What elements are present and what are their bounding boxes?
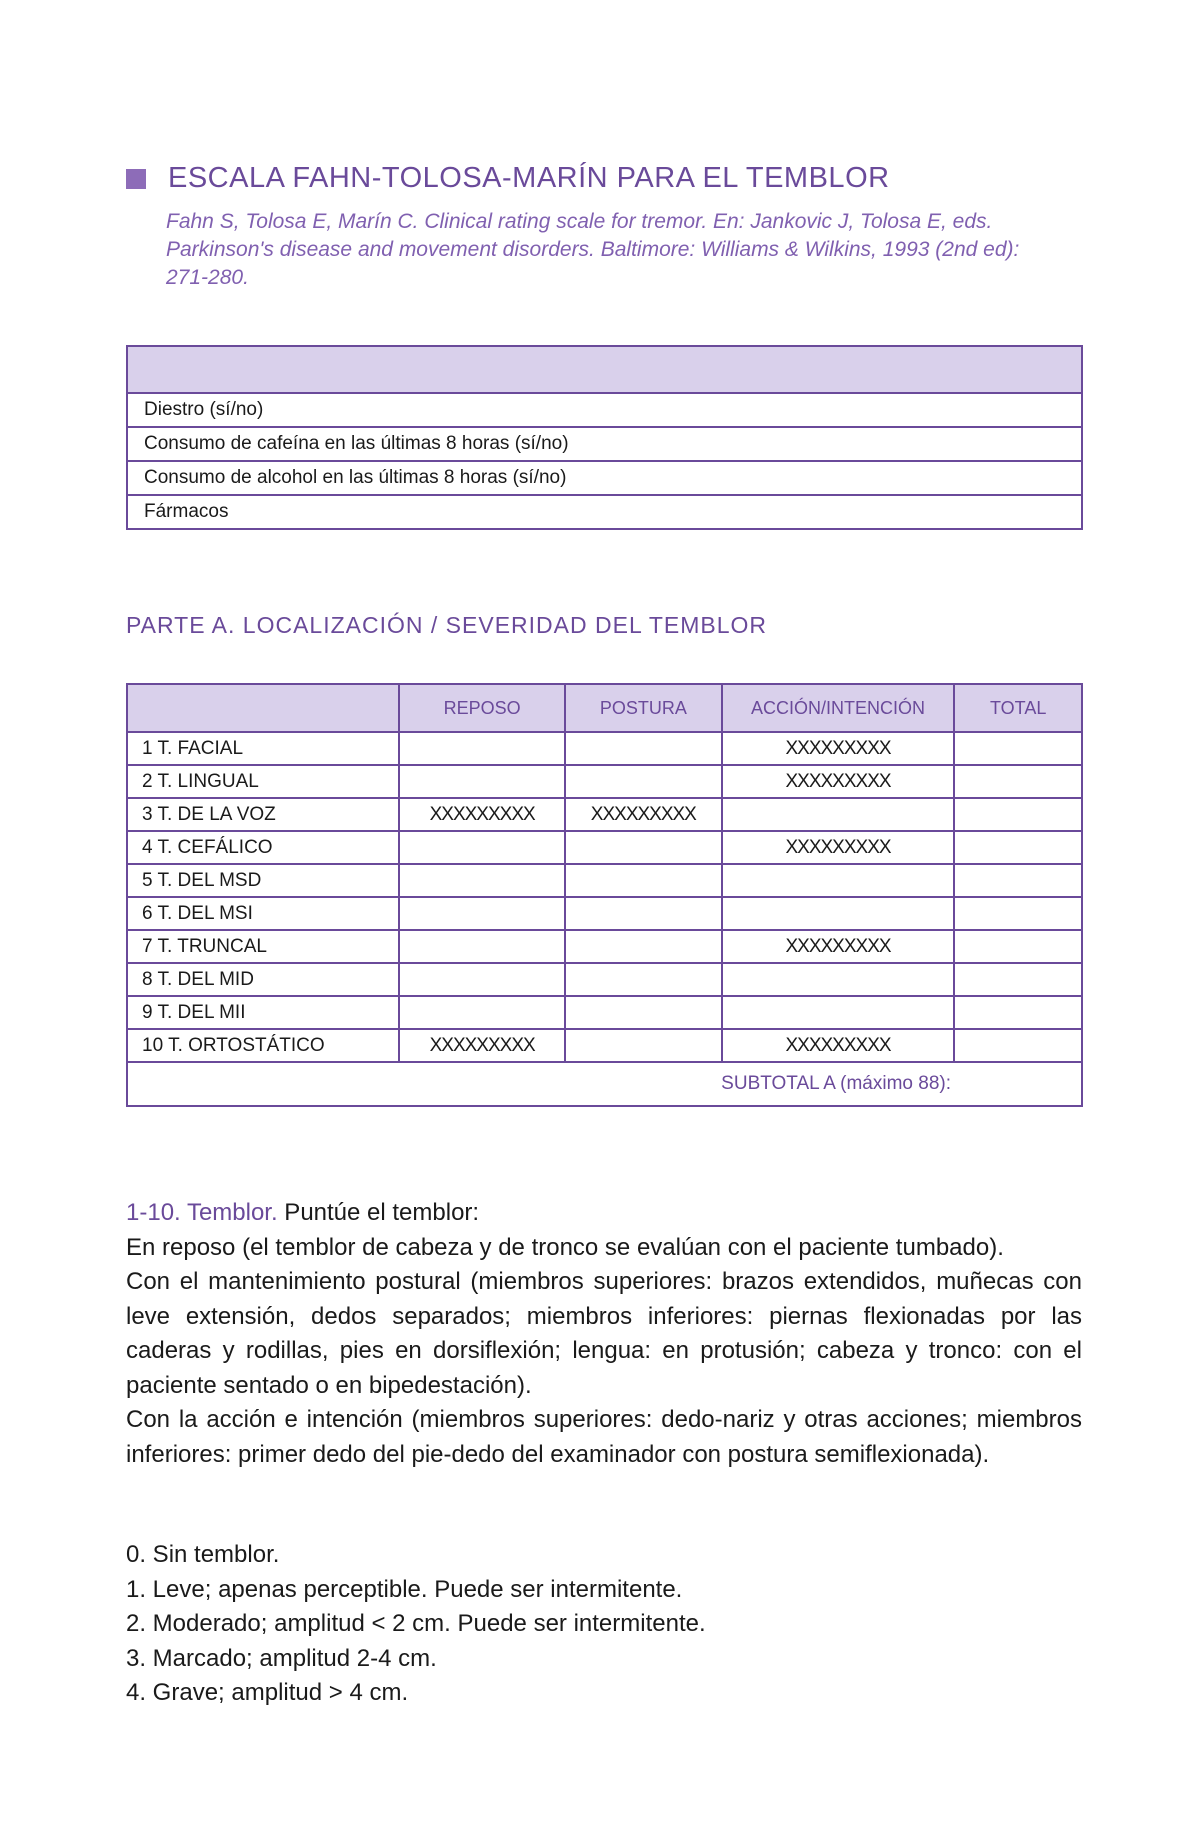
accion-cell: XXXXXXXXX xyxy=(722,732,955,765)
total-cell xyxy=(954,831,1082,864)
info-row-label: Fármacos xyxy=(127,495,1082,529)
postura-cell xyxy=(565,864,722,897)
table-row xyxy=(127,1029,1082,1062)
patient-info-table xyxy=(126,345,1083,530)
subtotal-row xyxy=(127,1062,1082,1106)
table-row xyxy=(127,963,1082,996)
total-cell xyxy=(954,897,1082,930)
total-cell xyxy=(954,1029,1082,1062)
lead-heading: 1-10. Temblor. xyxy=(126,1199,278,1226)
postura-cell xyxy=(565,930,722,963)
table-row xyxy=(127,897,1082,930)
table-row xyxy=(127,765,1082,798)
total-cell xyxy=(954,963,1082,996)
reposo-cell xyxy=(399,765,565,798)
reposo-cell xyxy=(399,864,565,897)
column-header xyxy=(127,684,399,732)
total-cell xyxy=(954,798,1082,831)
table-row xyxy=(127,798,1082,831)
accion-cell: XXXXXXXXX xyxy=(722,831,955,864)
accion-cell xyxy=(722,897,955,930)
total-cell xyxy=(954,732,1082,765)
table-row xyxy=(127,864,1082,897)
info-table-header xyxy=(127,346,1082,393)
page-title: ESCALA FAHN-TOLOSA-MARÍN PARA EL TEMBLOR xyxy=(168,162,890,194)
reposo-cell xyxy=(399,831,565,864)
accion-cell xyxy=(722,864,955,897)
accion-cell xyxy=(722,963,955,996)
reposo-cell: XXXXXXXXX xyxy=(399,798,565,831)
row-label: 3 T. DE LA VOZ xyxy=(127,798,399,831)
info-row xyxy=(127,427,1082,461)
column-header-total: TOTAL xyxy=(954,684,1082,732)
reposo-cell xyxy=(399,996,565,1029)
paragraph-postura: Con el mantenimiento postural (miembros superiores: brazos extendidos, muñecas con leve extensión, dedos separados; miembros inferiores: piernas flexionadas por las caderas y rodillas, pies en dorsiflexión; lengua: en protusión; cabeza y tronco: con el paciente sentado o en bipedestación). xyxy=(126,1268,1082,1399)
reposo-cell: XXXXXXXXX xyxy=(399,1029,565,1062)
list-item: 3. Marcado; amplitud 2-4 cm. xyxy=(126,1644,437,1672)
accion-cell xyxy=(722,798,955,831)
info-row-label: Consumo de cafeína en las últimas 8 horas (sí/no) xyxy=(127,427,1082,461)
total-cell xyxy=(954,864,1082,897)
list-item: 4. Grave; amplitud > 4 cm. xyxy=(126,1679,409,1706)
total-cell xyxy=(954,765,1082,798)
title-row xyxy=(126,162,890,195)
info-row xyxy=(127,461,1082,495)
subtotal-label: SUBTOTAL A (máximo 88): xyxy=(127,1062,1082,1106)
postura-cell xyxy=(565,831,722,864)
severity-scale-list xyxy=(126,1538,706,1711)
row-label: 7 T. TRUNCAL xyxy=(127,930,399,963)
total-cell xyxy=(954,996,1082,1029)
column-header-accion: ACCIÓN/INTENCIÓN xyxy=(722,684,955,732)
list-item: 2. Moderado; amplitud < 2 cm. Puede ser intermitente. xyxy=(126,1610,706,1637)
info-row-label: Consumo de alcohol en las últimas 8 horas (sí/no) xyxy=(127,461,1082,495)
postura-cell xyxy=(565,996,722,1029)
row-label: 9 T. DEL MII xyxy=(127,996,399,1029)
accion-cell xyxy=(722,996,955,1029)
instructions-text xyxy=(126,1196,1082,1472)
lead-paragraph xyxy=(126,1196,1082,1231)
row-label: 6 T. DEL MSI xyxy=(127,897,399,930)
accion-cell: XXXXXXXXX xyxy=(722,930,955,963)
table-header-row xyxy=(127,684,1082,732)
lead-text: Puntúe el temblor: xyxy=(277,1199,480,1226)
table-row xyxy=(127,930,1082,963)
list-item: 0. Sin temblor. xyxy=(126,1541,280,1568)
column-header-postura: POSTURA xyxy=(565,684,722,732)
postura-cell xyxy=(565,732,722,765)
row-label: 1 T. FACIAL xyxy=(127,732,399,765)
row-label: 5 T. DEL MSD xyxy=(127,864,399,897)
row-label: 10 T. ORTOSTÁTICO xyxy=(127,1029,399,1062)
info-header-cell xyxy=(127,346,1082,393)
postura-cell: XXXXXXXXX xyxy=(565,798,722,831)
info-row xyxy=(127,495,1082,529)
citation: Fahn S, Tolosa E, Marín C. Clinical rating scale for tremor. En: Jankovic J, Tolosa E, eds. Parkinson's disease and movement disorders. Baltimore: Williams & Wilkins, 1993 (2nd ed): 271-280. xyxy=(166,210,1020,289)
postura-cell xyxy=(565,897,722,930)
reposo-cell xyxy=(399,930,565,963)
row-label: 4 T. CEFÁLICO xyxy=(127,831,399,864)
paragraph-reposo: En reposo (el temblor de cabeza y de tronco se evalúan con el paciente tumbado). xyxy=(126,1233,1004,1261)
tremor-location-table xyxy=(126,683,1083,1107)
row-label: 2 T. LINGUAL xyxy=(127,765,399,798)
list-item: 1. Leve; apenas perceptible. Puede ser intermitente. xyxy=(126,1575,683,1603)
postura-cell xyxy=(565,1029,722,1062)
postura-cell xyxy=(565,963,722,996)
table-row xyxy=(127,732,1082,765)
table-row xyxy=(127,831,1082,864)
postura-cell xyxy=(565,765,722,798)
accion-cell: XXXXXXXXX xyxy=(722,765,955,798)
paragraph-accion: Con la acción e intención (miembros superiores: dedo-nariz y otras acciones; miembros inferiores: primer dedo del pie-dedo del examinador con postura semiflexionada). xyxy=(126,1406,1082,1468)
reposo-cell xyxy=(399,897,565,930)
info-row-label: Diestro (sí/no) xyxy=(127,393,1082,427)
info-row xyxy=(127,393,1082,427)
part-a-heading: PARTE A. LOCALIZACIÓN / SEVERIDAD DEL TEMBLOR xyxy=(126,612,768,638)
table-row xyxy=(127,996,1082,1029)
row-label: 8 T. DEL MID xyxy=(127,963,399,996)
title-square-icon xyxy=(126,169,146,189)
reposo-cell xyxy=(399,732,565,765)
column-header-reposo: REPOSO xyxy=(399,684,565,732)
reposo-cell xyxy=(399,963,565,996)
total-cell xyxy=(954,930,1082,963)
accion-cell: XXXXXXXXX xyxy=(722,1029,955,1062)
